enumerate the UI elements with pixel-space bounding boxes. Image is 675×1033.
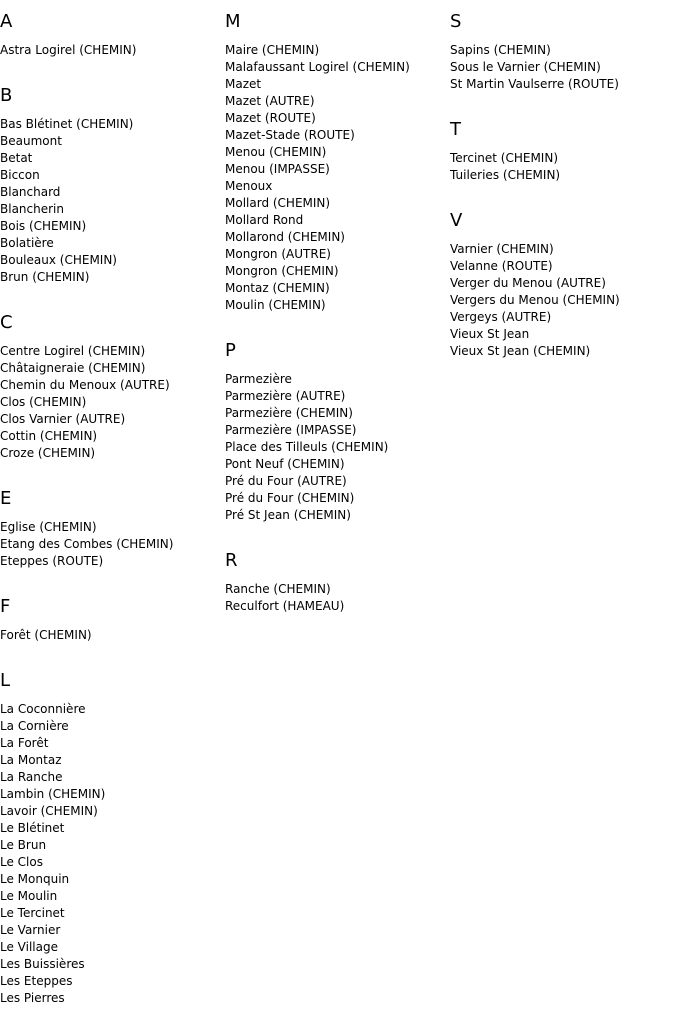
street-list-item[interactable]: Mazet (AUTRE) [225,94,315,108]
street-list [225,42,445,314]
street-list-item[interactable]: Pré St Jean (CHEMIN) [225,508,351,522]
section-letter-heading: T [450,119,461,140]
street-list-item[interactable]: Châtaigneraie (CHEMIN) [0,361,146,375]
street-list-item[interactable]: Maire (CHEMIN) [225,43,320,57]
letter-section-e [0,488,220,570]
street-list-item[interactable]: Croze (CHEMIN) [0,446,96,460]
street-list-item[interactable]: Centre Logirel (CHEMIN) [0,344,146,358]
street-list-item[interactable]: Brun (CHEMIN) [0,270,90,284]
street-list-item[interactable]: Blanchard [0,185,61,199]
letter-section-l [0,670,220,1007]
street-list-item[interactable]: Vieux St Jean [450,327,530,341]
street-list-item[interactable]: Le Clos [0,855,43,869]
street-list-item[interactable]: Biccon [0,168,40,182]
street-list [0,42,220,59]
street-list-item[interactable]: Moulin (CHEMIN) [225,298,326,312]
street-list [450,241,670,360]
street-list-item[interactable]: La Coconnière [0,702,86,716]
section-letter-heading: C [0,312,13,333]
street-list-item[interactable]: Mongron (AUTRE) [225,247,331,261]
street-list-item[interactable]: Mazet (ROUTE) [225,111,316,125]
street-list-item[interactable]: Le Monquin [0,872,70,886]
street-list-item[interactable]: Vergers du Menou (CHEMIN) [450,293,620,307]
street-list-item[interactable]: La Cornière [0,719,69,733]
street-list [0,116,220,286]
section-letter-heading: S [450,11,462,32]
letter-section-v [450,210,670,360]
street-list-item[interactable]: Clos Varnier (AUTRE) [0,412,126,426]
street-list-item[interactable]: Pré du Four (AUTRE) [225,474,347,488]
section-letter-heading: E [0,488,12,509]
street-list-item[interactable]: Menoux [225,179,273,193]
letter-section-s [450,11,670,93]
street-list-item[interactable]: Tuileries (CHEMIN) [450,168,561,182]
street-list-item[interactable]: Le Village [0,940,58,954]
letter-section-f [0,596,220,644]
street-list [450,42,670,93]
index-column-3 [450,0,670,386]
street-list-item[interactable]: Cottin (CHEMIN) [0,429,98,443]
section-letter-heading: R [225,550,238,571]
letter-section-m [225,11,445,314]
street-list-item[interactable]: Les Pierres [0,991,65,1005]
street-list-item[interactable]: Blancherin [0,202,64,216]
street-list-item[interactable]: Beaumont [0,134,62,148]
section-letter-heading: B [0,85,13,106]
street-list-item[interactable]: Bois (CHEMIN) [0,219,87,233]
street-list-item[interactable]: Mollard Rond [225,213,304,227]
street-list-item[interactable]: Velanne (ROUTE) [450,259,553,273]
street-list-item[interactable]: Parmezière (CHEMIN) [225,406,353,420]
letter-section-r [225,550,445,615]
street-list [0,519,220,570]
street-list-item[interactable]: Tercinet (CHEMIN) [450,151,558,165]
street-list-item[interactable]: Mollard (CHEMIN) [225,196,331,210]
section-letter-heading: P [225,340,236,361]
street-list-item[interactable]: Menou (CHEMIN) [225,145,327,159]
street-list-item[interactable]: Le Blétinet [0,821,65,835]
letter-section-b [0,85,220,286]
street-list-item[interactable]: Lambin (CHEMIN) [0,787,106,801]
letter-section-a [0,11,220,59]
street-list-item[interactable]: Varnier (CHEMIN) [450,242,554,256]
section-letter-heading: M [225,11,241,32]
street-list [0,627,220,644]
section-letter-heading: V [450,210,463,231]
street-list-item[interactable]: Parmezière (AUTRE) [225,389,346,403]
street-list-item[interactable]: La Ranche [0,770,63,784]
street-list [225,371,445,524]
street-list-item[interactable]: Pré du Four (CHEMIN) [225,491,355,505]
street-list-item[interactable]: Mongron (CHEMIN) [225,264,339,278]
letter-section-c [0,312,220,462]
letter-section-t [450,119,670,184]
street-list-item[interactable]: Vergeys (AUTRE) [450,310,552,324]
street-list-item[interactable]: Ranche (CHEMIN) [225,582,331,596]
street-list-item[interactable]: Astra Logirel (CHEMIN) [0,43,137,57]
index-column-2 [225,0,445,641]
street-list-item[interactable]: Reculfort (HAMEAU) [225,599,345,613]
street-list-item[interactable]: Verger du Menou (AUTRE) [450,276,606,290]
street-list [225,581,445,615]
street-list-item[interactable]: Place des Tilleuls (CHEMIN) [225,440,389,454]
street-list-item[interactable]: Le Brun [0,838,47,852]
section-letter-heading: F [0,596,11,617]
street-list-item[interactable]: Le Varnier [0,923,61,937]
street-list-item[interactable]: Mollarond (CHEMIN) [225,230,345,244]
letter-section-p [225,340,445,524]
street-list-item[interactable]: Etang des Combes (CHEMIN) [0,537,174,551]
street-list-item[interactable]: Le Moulin [0,889,58,903]
street-list-item[interactable]: Les Buissières [0,957,85,971]
street-list-item[interactable]: Vieux St Jean (CHEMIN) [450,344,591,358]
street-list-item[interactable]: Menou (IMPASSE) [225,162,330,176]
street-list-item[interactable]: Pont Neuf (CHEMIN) [225,457,345,471]
street-list-item[interactable]: Eteppes (ROUTE) [0,554,104,568]
street-list-item[interactable]: Malafaussant Logirel (CHEMIN) [225,60,410,74]
street-list-item[interactable]: Forêt (CHEMIN) [0,628,92,642]
index-column-1 [0,0,220,1033]
street-list-item[interactable]: La Montaz [0,753,62,767]
street-list-item[interactable]: Chemin du Menoux (AUTRE) [0,378,170,392]
street-list-item[interactable]: Bouleaux (CHEMIN) [0,253,117,267]
section-letter-heading: A [0,11,13,32]
street-list-item[interactable]: Bolatière [0,236,54,250]
street-list-item[interactable]: Parmezière (IMPASSE) [225,423,357,437]
street-list-item[interactable]: La Forêt [0,736,49,750]
street-list-item[interactable]: Montaz (CHEMIN) [225,281,330,295]
street-list-item[interactable]: Le Tercinet [0,906,65,920]
street-list-item[interactable]: Clos (CHEMIN) [0,395,87,409]
street-list-item[interactable]: Sous le Varnier (CHEMIN) [450,60,601,74]
street-list [0,343,220,462]
street-list-item[interactable]: Mazet-Stade (ROUTE) [225,128,355,142]
street-list [0,701,220,1007]
street-list-item[interactable]: Betat [0,151,33,165]
street-list-item[interactable]: Eglise (CHEMIN) [0,520,97,534]
street-list [450,150,670,184]
street-list-item[interactable]: Parmezière [225,372,292,386]
street-list-item[interactable]: Mazet [225,77,262,91]
street-list-item[interactable]: St Martin Vaulserre (ROUTE) [450,77,619,91]
street-list-item[interactable]: Bas Blétinet (CHEMIN) [0,117,134,131]
street-list-item[interactable]: Lavoir (CHEMIN) [0,804,98,818]
street-list-item[interactable]: Sapins (CHEMIN) [450,43,551,57]
street-list-item[interactable]: Les Eteppes [0,974,73,988]
section-letter-heading: L [0,670,11,691]
